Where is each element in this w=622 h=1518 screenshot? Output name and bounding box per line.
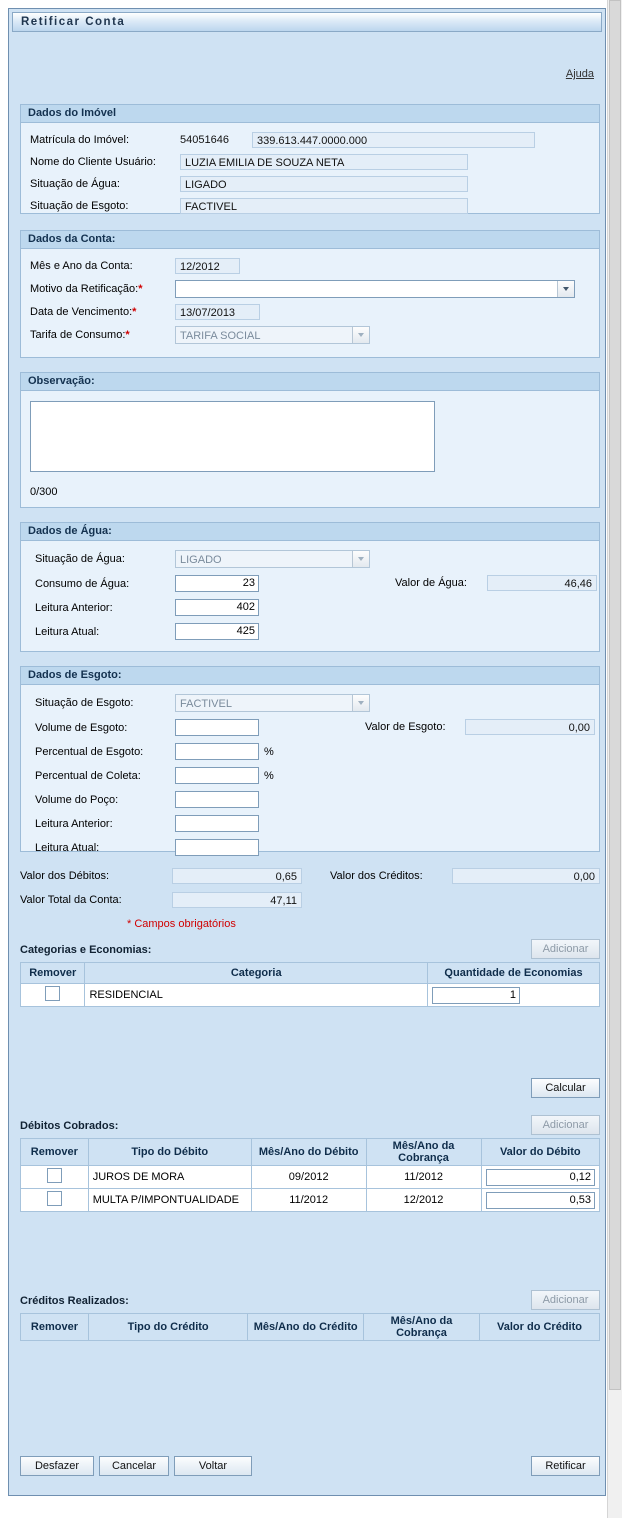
label-percentual-coleta: Percentual de Coleta: xyxy=(35,769,141,782)
creditos-col-remover: Remover xyxy=(21,1314,89,1341)
value-valor-total: 47,11 xyxy=(172,892,302,908)
label-situacao-agua: Situação de Água: xyxy=(35,553,125,565)
checkbox-icon[interactable] xyxy=(47,1168,62,1183)
creditos-col-mesano-credito: Mês/Ano do Crédito xyxy=(248,1314,364,1341)
debitos-row1-remover-cell[interactable] xyxy=(21,1189,89,1212)
value-valor-agua: 46,46 xyxy=(487,575,597,591)
categorias-col-remover: Remover xyxy=(21,963,85,984)
label-situacao-agua-imovel: Situação de Água: xyxy=(30,178,120,190)
input-valor-debito-0[interactable] xyxy=(486,1169,595,1186)
creditos-col-mesano-cobranca: Mês/Ano da Cobrança xyxy=(363,1314,479,1341)
window-titlebar xyxy=(12,12,602,32)
voltar-button[interactable]: Voltar xyxy=(174,1456,252,1476)
categorias-col-categoria: Categoria xyxy=(85,963,428,984)
label-cliente: Nome do Cliente Usuário: xyxy=(30,156,156,168)
debitos-table-wrap xyxy=(20,1138,600,1212)
suffix-percentual-esgoto: % xyxy=(264,745,274,758)
help-link[interactable]: Ajuda xyxy=(565,68,594,80)
value-valor-creditos: 0,00 xyxy=(452,868,600,884)
panel-dados-conta xyxy=(20,230,600,358)
select-tarifa-consumo-value: TARIFA SOCIAL xyxy=(180,330,261,342)
calcular-button[interactable]: Calcular xyxy=(531,1078,600,1098)
suffix-percentual-coleta: % xyxy=(264,769,274,782)
input-leitura-atual-esgoto[interactable] xyxy=(175,839,259,856)
categorias-title: Categorias e Economias: xyxy=(20,944,152,956)
debitos-col-tipo: Tipo do Débito xyxy=(88,1139,251,1166)
select-situacao-esgoto[interactable] xyxy=(175,694,370,712)
creditos-title: Créditos Realizados: xyxy=(20,1295,129,1307)
panel-dados-imovel xyxy=(20,104,600,214)
input-quantidade-economias[interactable] xyxy=(432,987,520,1004)
panel-observacao xyxy=(20,372,600,508)
panel-dados-imovel-header: Dados do Imóvel xyxy=(21,105,599,123)
debitos-col-mesano-cobranca: Mês/Ano da Cobrança xyxy=(366,1139,481,1166)
value-situacao-agua-imovel: LIGADO xyxy=(180,176,468,192)
select-situacao-esgoto-value: FACTIVEL xyxy=(180,698,232,710)
debitos-row1-mesano-debito: 11/2012 xyxy=(251,1189,366,1212)
debitos-adicionar-button[interactable]: Adicionar xyxy=(531,1115,600,1135)
panel-dados-agua-header: Dados de Água: xyxy=(21,523,599,541)
label-volume-esgoto: Volume de Esgoto: xyxy=(35,721,128,734)
label-motivo-retificacao: Motivo da Retificação:* xyxy=(30,283,143,295)
window-title: Retificar Conta xyxy=(21,16,126,28)
label-valor-debitos: Valor dos Débitos: xyxy=(20,870,110,882)
debitos-col-mesano-debito: Mês/Ano do Débito xyxy=(251,1139,366,1166)
chevron-down-icon xyxy=(352,695,369,711)
creditos-adicionar-button[interactable]: Adicionar xyxy=(531,1290,600,1310)
categorias-row-categoria: RESIDENCIAL xyxy=(85,984,428,1007)
value-cliente: LUZIA EMILIA DE SOUZA NETA xyxy=(180,154,468,170)
checkbox-icon[interactable] xyxy=(47,1191,62,1206)
input-leitura-atual-agua[interactable] xyxy=(175,623,259,640)
page-scrollbar[interactable] xyxy=(607,0,622,1518)
value-matricula: 54051646 xyxy=(180,134,229,146)
creditos-header-row xyxy=(21,1314,600,1341)
label-valor-creditos: Valor dos Créditos: xyxy=(330,870,423,882)
label-valor-esgoto: Valor de Esgoto: xyxy=(365,721,446,733)
input-consumo-agua[interactable] xyxy=(175,575,259,592)
categorias-adicionar-button[interactable]: Adicionar xyxy=(531,939,600,959)
cancelar-button[interactable]: Cancelar xyxy=(99,1456,169,1476)
select-situacao-agua-value: LIGADO xyxy=(180,554,222,566)
debitos-row0-tipo: JUROS DE MORA xyxy=(88,1166,251,1189)
debitos-row0-valor-cell[interactable] xyxy=(481,1166,599,1189)
debitos-col-remover: Remover xyxy=(21,1139,89,1166)
select-situacao-agua[interactable] xyxy=(175,550,370,568)
label-leitura-atual-esgoto: Leitura Atual: xyxy=(35,841,100,854)
label-mes-ano-conta: Mês e Ano da Conta: xyxy=(30,260,133,272)
input-leitura-anterior-esgoto[interactable] xyxy=(175,815,259,832)
value-valor-esgoto: 0,00 xyxy=(465,719,595,735)
categorias-row-quantidade-cell[interactable] xyxy=(428,984,600,1007)
creditos-col-tipo: Tipo do Crédito xyxy=(88,1314,247,1341)
retificar-conta-window xyxy=(8,8,606,1496)
table-row xyxy=(21,984,600,1007)
categorias-row-remover-cell[interactable] xyxy=(21,984,85,1007)
retificar-button[interactable]: Retificar xyxy=(531,1456,600,1476)
categorias-table-wrap xyxy=(20,962,600,1007)
chevron-down-icon xyxy=(557,281,574,297)
debitos-table xyxy=(20,1138,600,1212)
value-inscricao: 339.613.447.0000.000 xyxy=(252,132,535,148)
panel-dados-conta-header: Dados da Conta: xyxy=(21,231,599,249)
observacao-textarea[interactable] xyxy=(30,401,435,472)
categorias-col-quantidade: Quantidade de Economias xyxy=(428,963,600,984)
creditos-col-valor: Valor do Crédito xyxy=(480,1314,600,1341)
panel-dados-esgoto-header: Dados de Esgoto: xyxy=(21,667,599,685)
table-row xyxy=(21,1189,600,1212)
label-valor-agua: Valor de Água: xyxy=(395,577,467,589)
label-volume-poco: Volume do Poço: xyxy=(35,793,119,806)
input-leitura-anterior-agua[interactable] xyxy=(175,599,259,616)
window-content xyxy=(12,32,602,1492)
label-tarifa-consumo: Tarifa de Consumo:* xyxy=(30,329,130,341)
campos-obrigatorios-note: * Campos obrigatórios xyxy=(127,918,236,930)
select-tarifa-consumo[interactable] xyxy=(175,326,370,344)
observacao-counter: 0/300 xyxy=(30,486,58,498)
debitos-row0-remover-cell[interactable] xyxy=(21,1166,89,1189)
chevron-down-icon xyxy=(352,327,369,343)
page-scrollbar-thumb[interactable] xyxy=(609,0,621,1390)
select-motivo-retificacao[interactable] xyxy=(175,280,575,298)
label-percentual-esgoto: Percentual de Esgoto: xyxy=(35,745,144,758)
debitos-header-row xyxy=(21,1139,600,1166)
label-leitura-atual-agua: Leitura Atual: xyxy=(35,625,100,638)
debitos-title: Débitos Cobrados: xyxy=(20,1120,119,1132)
debitos-col-valor: Valor do Débito xyxy=(481,1139,599,1166)
label-data-vencimento: Data de Vencimento:* xyxy=(30,306,137,318)
categorias-table xyxy=(20,962,600,1007)
label-leitura-anterior-agua: Leitura Anterior: xyxy=(35,601,113,614)
debitos-row1-valor-cell[interactable] xyxy=(481,1189,599,1212)
debitos-row1-tipo: MULTA P/IMPONTUALIDADE xyxy=(88,1189,251,1212)
label-leitura-anterior-esgoto: Leitura Anterior: xyxy=(35,817,113,830)
panel-dados-esgoto xyxy=(20,666,600,852)
chevron-down-icon xyxy=(352,551,369,567)
label-situacao-esgoto-imovel: Situação de Esgoto: xyxy=(30,200,129,212)
input-percentual-coleta[interactable] xyxy=(175,767,259,784)
debitos-row0-mesano-cobranca: 11/2012 xyxy=(366,1166,481,1189)
label-consumo-agua: Consumo de Água: xyxy=(35,577,130,590)
input-percentual-esgoto[interactable] xyxy=(175,743,259,760)
categorias-header-row xyxy=(21,963,600,984)
desfazer-button[interactable]: Desfazer xyxy=(20,1456,94,1476)
creditos-table-wrap xyxy=(20,1313,600,1341)
checkbox-icon[interactable] xyxy=(45,986,60,1001)
input-volume-poco[interactable] xyxy=(175,791,259,808)
label-situacao-esgoto: Situação de Esgoto: xyxy=(35,697,134,709)
label-valor-total: Valor Total da Conta: xyxy=(20,894,122,906)
value-mes-ano-conta: 12/2012 xyxy=(175,258,240,274)
input-volume-esgoto[interactable] xyxy=(175,719,259,736)
value-data-vencimento: 13/07/2013 xyxy=(175,304,260,320)
value-situacao-esgoto-imovel: FACTIVEL xyxy=(180,198,468,214)
input-valor-debito-1[interactable] xyxy=(486,1192,595,1209)
creditos-table xyxy=(20,1313,600,1341)
panel-observacao-header: Observação: xyxy=(21,373,599,391)
label-matricula: Matrícula do Imóvel: xyxy=(30,134,130,146)
debitos-row1-mesano-cobranca: 12/2012 xyxy=(366,1189,481,1212)
table-row xyxy=(21,1166,600,1189)
debitos-row0-mesano-debito: 09/2012 xyxy=(251,1166,366,1189)
value-valor-debitos: 0,65 xyxy=(172,868,302,884)
panel-dados-agua xyxy=(20,522,600,652)
